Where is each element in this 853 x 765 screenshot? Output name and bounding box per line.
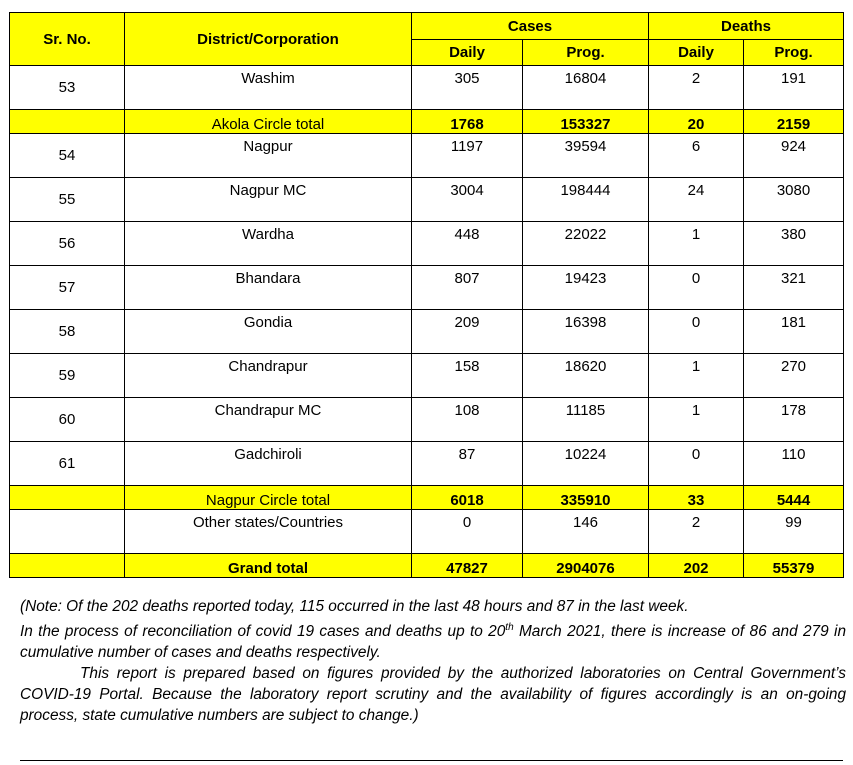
cases-prog: 16398 — [523, 310, 649, 354]
deaths-daily: 1 — [649, 354, 744, 398]
table-row — [10, 310, 844, 354]
header-district: District/Corporation — [125, 13, 412, 66]
cases-daily: 209 — [412, 310, 523, 354]
note-reconciliation-pre: In the process of reconciliation of covid 19 cases and deaths up to 20 — [20, 623, 506, 641]
cases-daily: 158 — [412, 354, 523, 398]
table-row — [10, 398, 844, 442]
cases-prog: 19423 — [523, 266, 649, 310]
sr-no: 54 — [10, 134, 125, 178]
sr-no: 60 — [10, 398, 125, 442]
note-reconciliation — [20, 617, 846, 663]
table-row — [10, 442, 844, 486]
table-row — [10, 354, 844, 398]
circle-total-row — [10, 110, 844, 134]
table-row — [10, 510, 844, 554]
deaths-daily: 2 — [649, 66, 744, 110]
cases-prog: 153327 — [523, 110, 649, 134]
sr-no: 59 — [10, 354, 125, 398]
header-cases: Cases — [412, 13, 649, 40]
sr-no — [10, 554, 125, 578]
district-name: Nagpur MC — [125, 178, 412, 222]
page-divider — [20, 760, 843, 761]
cases-prog: 18620 — [523, 354, 649, 398]
cases-daily: 87 — [412, 442, 523, 486]
cases-daily: 1197 — [412, 134, 523, 178]
sr-no: 55 — [10, 178, 125, 222]
table-row — [10, 178, 844, 222]
district-name: Gadchiroli — [125, 442, 412, 486]
sr-no: 58 — [10, 310, 125, 354]
deaths-daily: 0 — [649, 310, 744, 354]
deaths-daily: 1 — [649, 398, 744, 442]
footnote-block — [20, 596, 846, 726]
circle-total-row — [10, 486, 844, 510]
deaths-prog: 924 — [744, 134, 844, 178]
district-name: Nagpur — [125, 134, 412, 178]
deaths-prog: 5444 — [744, 486, 844, 510]
table-row — [10, 134, 844, 178]
note-reconciliation-post: March 2021, there is increase of 86 and 279 in cumulative number of cases and deaths respectively. — [20, 623, 846, 662]
deaths-daily: 24 — [649, 178, 744, 222]
table-row — [10, 66, 844, 110]
note-deaths-line: (Note: Of the 202 deaths reported today, 115 occurred in the last 48 hours and 87 in the last week. — [20, 598, 689, 615]
cases-daily: 448 — [412, 222, 523, 266]
header-cases-daily: Daily — [412, 40, 523, 66]
sr-no — [10, 486, 125, 510]
note-portal-disclaimer: This report is prepared based on figures provided by the authorized laboratories on Central Government’s COVID-19 Portal. Because the laboratory report scrutiny and the availability of figures accordingly is an on-going process, state cumulative numbers are subject to change.) — [20, 665, 846, 725]
covid-district-table — [9, 12, 844, 578]
table-row — [10, 222, 844, 266]
header-deaths: Deaths — [649, 13, 844, 40]
header-deaths-daily: Daily — [649, 40, 744, 66]
sr-no — [10, 510, 125, 554]
district-name: Chandrapur MC — [125, 398, 412, 442]
cases-prog: 16804 — [523, 66, 649, 110]
cases-daily: 6018 — [412, 486, 523, 510]
deaths-prog: 178 — [744, 398, 844, 442]
cases-daily: 305 — [412, 66, 523, 110]
district-name: Washim — [125, 66, 412, 110]
deaths-daily: 202 — [649, 554, 744, 578]
deaths-prog: 181 — [744, 310, 844, 354]
deaths-daily: 33 — [649, 486, 744, 510]
deaths-daily: 6 — [649, 134, 744, 178]
deaths-prog: 110 — [744, 442, 844, 486]
district-name: Nagpur Circle total — [125, 486, 412, 510]
district-name: Gondia — [125, 310, 412, 354]
deaths-daily: 0 — [649, 442, 744, 486]
cases-prog: 198444 — [523, 178, 649, 222]
header-cases-prog: Prog. — [523, 40, 649, 66]
deaths-prog: 55379 — [744, 554, 844, 578]
grand-total-row — [10, 554, 844, 578]
cases-daily: 108 — [412, 398, 523, 442]
cases-prog: 2904076 — [523, 554, 649, 578]
deaths-prog: 3080 — [744, 178, 844, 222]
deaths-prog: 99 — [744, 510, 844, 554]
district-name: Chandrapur — [125, 354, 412, 398]
cases-prog: 39594 — [523, 134, 649, 178]
deaths-prog: 2159 — [744, 110, 844, 134]
deaths-prog: 191 — [744, 66, 844, 110]
cases-prog: 11185 — [523, 398, 649, 442]
cases-daily: 3004 — [412, 178, 523, 222]
sr-no: 57 — [10, 266, 125, 310]
district-name: Akola Circle total — [125, 110, 412, 134]
cases-prog: 146 — [523, 510, 649, 554]
cases-daily: 47827 — [412, 554, 523, 578]
deaths-daily: 20 — [649, 110, 744, 134]
deaths-prog: 321 — [744, 266, 844, 310]
sr-no: 53 — [10, 66, 125, 110]
district-name: Grand total — [125, 554, 412, 578]
note-reconciliation-sup: th — [505, 622, 514, 633]
cases-prog: 10224 — [523, 442, 649, 486]
header-deaths-prog: Prog. — [744, 40, 844, 66]
deaths-daily: 1 — [649, 222, 744, 266]
cases-daily: 0 — [412, 510, 523, 554]
sr-no: 56 — [10, 222, 125, 266]
cases-prog: 22022 — [523, 222, 649, 266]
table-row — [10, 266, 844, 310]
district-name: Wardha — [125, 222, 412, 266]
deaths-daily: 0 — [649, 266, 744, 310]
cases-daily: 1768 — [412, 110, 523, 134]
cases-daily: 807 — [412, 266, 523, 310]
district-name: Bhandara — [125, 266, 412, 310]
district-name: Other states/Countries — [125, 510, 412, 554]
sr-no — [10, 110, 125, 134]
cases-prog: 335910 — [523, 486, 649, 510]
sr-no: 61 — [10, 442, 125, 486]
header-sr-no: Sr. No. — [10, 13, 125, 66]
deaths-prog: 380 — [744, 222, 844, 266]
deaths-prog: 270 — [744, 354, 844, 398]
deaths-daily: 2 — [649, 510, 744, 554]
